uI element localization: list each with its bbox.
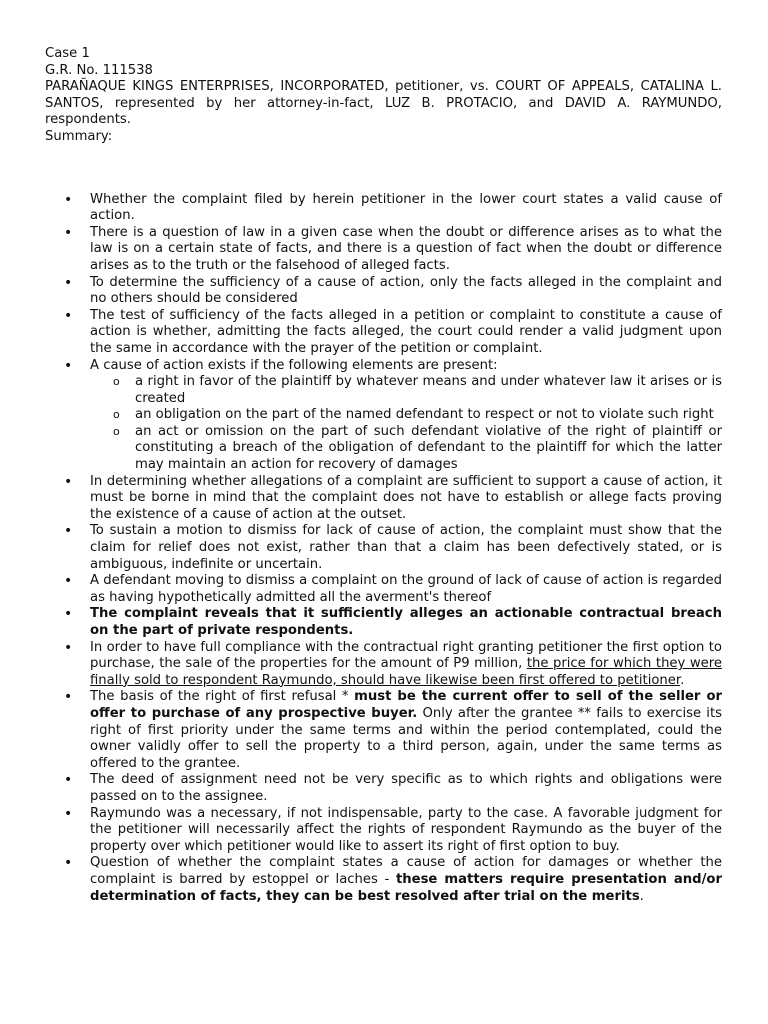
summary-heading: Summary: (45, 128, 113, 144)
sub-list-item: o a right in favor of the plaintiff by whatever means and under whatever law it arises or is created (113, 374, 722, 406)
bullet-icon: • (64, 191, 73, 208)
sub-list-item: o an obligation on the part of the named defendant to respect or not to violate such right (113, 407, 714, 423)
case-parties: PARAÑAQUE KINGS ENTERPRISES, INCORPORATED, petitioner, vs. COURT OF APPEALS, CATALINA L. SANTOS, represented by her attorney-in-fact, LUZ B. PROTACIO, and DAVID A. RAYMUNDO, respondents. (45, 79, 722, 128)
circle-bullet-icon: o (113, 375, 120, 389)
list-item: • To sustain a motion to dismiss for lack of cause of action, the complaint must show that the claim for relief does not exist, rather than that a claim has been defectively stated, or is ambiguous, indefinite or uncertain. (64, 523, 722, 572)
bullet-icon: • (64, 357, 73, 374)
bullet-icon: • (64, 772, 73, 789)
bullet-icon: • (64, 639, 73, 656)
bullet-icon: • (64, 473, 73, 490)
case-header (45, 46, 722, 146)
list-item: • A cause of action exists if the following elements are present: o a right in favor of the plaintiff by whatever means and under whatever law it arises or is created o an obligation on the part of the named defendant to respect or not to violate such right o an act or omission on the part of such defendant violative of the right of plaintiff or constituting a breach of the obligation of defendant to the plaintiff for which the latter may maintain an action for recovery of damages (64, 357, 722, 473)
gr-number: G.R. No. 111538 (45, 62, 153, 78)
sub-list-item: o an act or omission on the part of such defendant violative of the right of plaintiff or constituting a breach of the obligation of defendant to the plaintiff for which the latter may maintain an action for recovery of damages (113, 423, 722, 473)
bullet-icon: • (64, 689, 73, 706)
case-number: Case 1 (45, 46, 90, 61)
summary-bullet-list (45, 192, 722, 906)
list-item: • In order to have full compliance with the contractual right granting petitioner the first option to purchase, the sale of the properties for the amount of P9 million, the price for which they were finally sold to respondent Raymundo, should have likewise been first offered to petitioner. (64, 639, 723, 688)
bullet-icon: • (64, 274, 73, 291)
list-item: • Whether the complaint filed by herein petitioner in the lower court states a valid cause of action. (64, 191, 722, 224)
circle-bullet-icon: o (113, 408, 120, 422)
list-item: • Raymundo was a necessary, if not indispensable, party to the case. A favorable judgment for the petitioner will necessarily affect the rights of respondent Raymundo as the buyer of the property over which petitioner would like to assert its right of first option to buy. (64, 805, 722, 854)
bullet-icon: • (64, 224, 73, 241)
bullet-icon: • (64, 805, 73, 822)
list-item: • To determine the sufficiency of a cause of action, only the facts alleged in the complaint and no others should be considered (64, 274, 722, 307)
bullet-icon: • (64, 307, 73, 324)
list-item: • A defendant moving to dismiss a complaint on the ground of lack of cause of action is regarded as having hypothetically admitted all the averment's thereof (64, 573, 722, 605)
list-item: • The test of sufficiency of the facts alleged in a petition or complaint to constitute a cause of action is whether, admitting the facts alleged, the court could render a valid judgment upon the same in accordance with the prayer of the petition or complaint. (64, 307, 722, 356)
elements-sublist (90, 374, 722, 474)
bullet-icon: • (64, 855, 73, 872)
list-item: • There is a question of law in a given case when the doubt or difference arises as to what the law is on a certain state of facts, and there is a question of fact when the doubt or difference arises as to the truth or the falsehood of alleged facts. (64, 224, 722, 273)
list-item: • The deed of assignment need not be very specific as to which rights and obligations were passed on to the assignee. (64, 772, 722, 804)
list-item: • The complaint reveals that it sufficiently alleges an actionable contractual breach on the part of private respondents. (64, 606, 722, 638)
list-item: • The basis of the right of first refusal * must be the current offer to sell of the seller or offer to purchase of any prospective buyer. Only after the grantee ** fails to exercise its right of first priority under the same terms and within the period contemplated, could the owner validly offer to sell the property to a third person, again, under the same terms as offered to the grantee. (64, 689, 723, 771)
list-item: • In determining whether allegations of a complaint are sufficient to support a cause of action, it must be borne in mind that the complaint does not have to establish or allege facts proving the existence of a cause of action at the outset. (64, 473, 722, 522)
circle-bullet-icon: o (113, 424, 120, 438)
bullet-icon: • (64, 606, 73, 623)
bullet-icon: • (64, 573, 73, 590)
bullet-icon: • (64, 523, 73, 540)
document-page (45, 46, 722, 905)
list-item: • Question of whether the complaint states a cause of action for damages or whether the complaint is barred by estoppel or laches - these matters require presentation and/or determination of facts, they can be best resolved after trial on the merits. (64, 855, 722, 904)
